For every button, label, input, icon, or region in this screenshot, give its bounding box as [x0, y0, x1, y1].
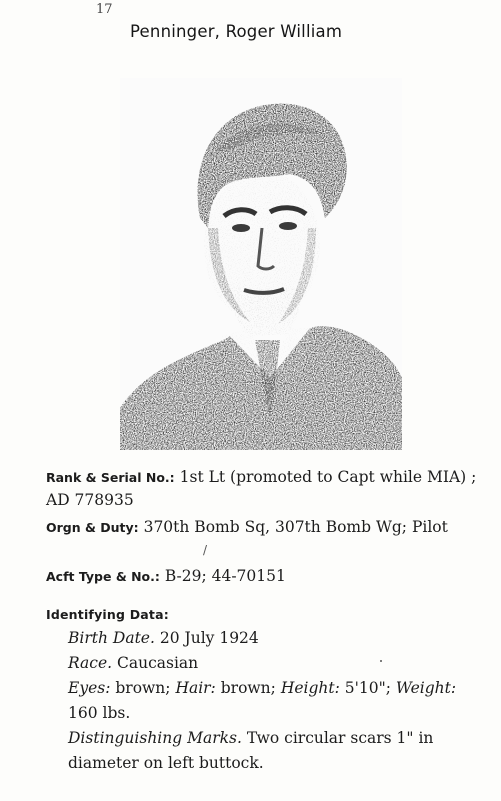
marks-label: Distinguishing Marks. [68, 729, 242, 747]
stray-mark: / [203, 543, 208, 557]
aircraft-value: B-29; 44-70151 [164, 567, 286, 585]
race-row [46, 651, 486, 676]
orgn-duty-field [46, 516, 486, 539]
aircraft-label: Acft Type & No.: [46, 569, 160, 584]
portrait-image [120, 78, 402, 450]
corner-mark: 17 [96, 2, 113, 17]
rank-serial-field [46, 466, 486, 512]
birth-date-row [46, 626, 486, 651]
weight-value: 160 lbs. [68, 704, 131, 722]
speck-mark [380, 660, 382, 662]
orgn-duty-label: Orgn & Duty: [46, 520, 139, 535]
person-name: Penninger, Roger William [130, 22, 343, 41]
portrait-photo [120, 78, 402, 450]
race-label: Race. [68, 654, 113, 672]
identifying-data [46, 626, 486, 776]
hair-label: Hair: [175, 679, 216, 697]
orgn-duty-value: 370th Bomb Sq, 307th Bomb Wg; Pilot [143, 518, 448, 536]
marks-row [46, 726, 486, 776]
weight-label: Weight: [395, 679, 457, 697]
eyes-label: Eyes: [68, 679, 111, 697]
birth-date-label: Birth Date. [68, 629, 155, 647]
height-value: 5'10"; [344, 679, 391, 697]
race-value: Caucasian [117, 654, 199, 672]
identifying-heading [46, 603, 486, 626]
marks-value: Two circular scars 1" in diameter on left buttock. [68, 729, 434, 772]
hair-value: brown; [220, 679, 276, 697]
rank-serial-label: Rank & Serial No.: [46, 470, 175, 485]
physical-row [46, 676, 486, 726]
height-label: Height: [280, 679, 340, 697]
identifying-heading-text: Identifying Data: [46, 607, 169, 622]
rank-serial-value: 1st Lt (promoted to Capt while MIA) ; AD 778935 [46, 468, 477, 509]
birth-date-value: 20 July 1924 [159, 629, 259, 647]
aircraft-field [46, 565, 486, 588]
eyes-value: brown; [115, 679, 171, 697]
